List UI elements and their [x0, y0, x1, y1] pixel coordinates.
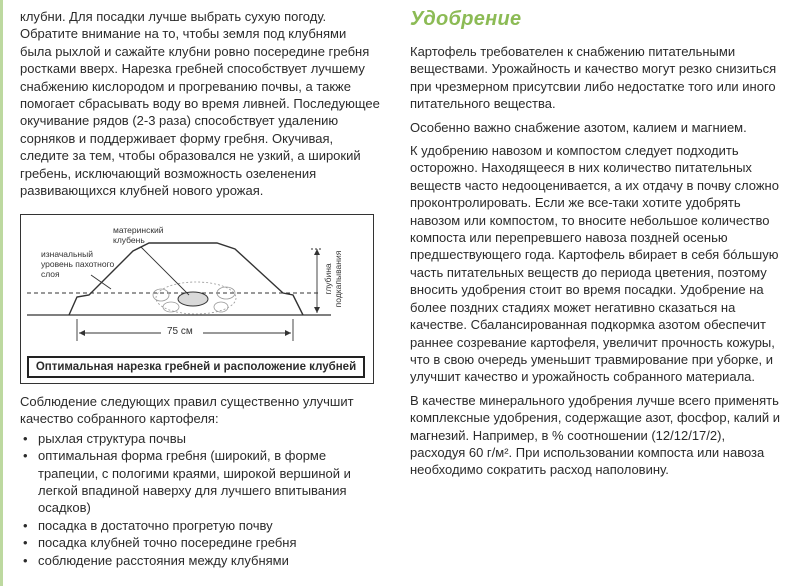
depth-label: глубина подкапывания — [323, 250, 343, 308]
right-column — [410, 8, 782, 479]
page-edge-bar — [0, 0, 3, 586]
bullet-icon: • — [23, 517, 28, 533]
intro-paragraph: клубни. Для посадки лучше выбрать сухую погоду. Обратите внимание на то, чтобы земля под клубнями была рыхлой и сажайте клубни ровно посередине гребня ростками вверх. Нарезка гребней способствует лучшему снабжению кислородом и прогреванию почвы, а также помогает сбрасывать воду во время ливней. Последующее окучивание рядов (2-3 раза) способствует удалению сорняков и поддерживает форму гребня. Окучивая, следите за тем, чтобы образовался не узкий, а широкий гребень, исключающий возможность озеленения развивающихся клубней нового урожая. — [20, 9, 380, 199]
mother-tuber-pointer — [141, 247, 189, 295]
paragraph: Картофель требователен к снабжению питательными веществами. Урожайность и качество могут резко снизиться при чрезмерном присутсвии либо недостатке того или иного питательного вещества. — [410, 44, 777, 112]
bullet-icon: • — [23, 535, 28, 551]
bullet-icon: • — [23, 430, 28, 446]
mother-tuber-label: материнский клубень — [113, 225, 164, 245]
list-item: • рыхлая структура почвы — [23, 430, 186, 446]
ridge-diagram — [20, 214, 374, 384]
list-item: • посадка в достаточно прогретую почву — [23, 517, 273, 533]
tuber-small — [163, 302, 179, 312]
figure-caption: Оптимальная нарезка гребней и расположение клубней — [27, 356, 365, 378]
ridge-diagram-drawing — [21, 215, 373, 355]
list-item: • оптимальная форма гребня (широкий, в форме трапеции, с пологими краями, широкой вершиной и легкой впадиной наверху для лучшего впитывания осадков) — [23, 448, 351, 516]
paragraph: Особенно важно снабжение азотом, калием и магнием. — [410, 119, 747, 135]
paragraph: К удобрению навозом и компостом следует подходить осторожно. Находящееся в них количество питательных веществ часто недооценивается, а их отдачу в почву сложно проконтролировать. Если же все-таки хотите удобрять навозом или компостом, то вносите небольшое количество компоста или перепревшего навоза поздней осенью предшествующего года. Картофель вбирает в себя бóльшую часть питательных веществ до периода цветения, поэтому вносить удобрения стоит во время посадки. Удобрение на более поздних стадиях может негативно сказаться на качестве. Сбалансированная подкормка азотом обеспечит раннее созревание картофеля, увеличит прочность кожуры, что в свою очередь уменьшит травмирование при уборке, и улучшит качество и урожайность собранного материала. — [410, 143, 779, 385]
left-column — [20, 8, 380, 199]
tuber-small — [153, 289, 169, 301]
list-item: • посадка клубней точно посередине гребня — [23, 535, 297, 551]
section-title: Удобрение — [410, 8, 522, 30]
list-item: • соблюдение расстояния между клубнями — [23, 552, 289, 568]
rules-list — [20, 430, 380, 569]
bullet-icon: • — [23, 552, 28, 568]
mother-tuber — [178, 292, 208, 306]
rules-section — [20, 393, 380, 569]
width-label: 75 см — [167, 326, 193, 337]
rules-intro: Соблюдение следующих правил существенно улучшит качество собранного картофеля: — [20, 394, 354, 427]
paragraph: В качестве минерального удобрения лучше всего применять комплексные удобрения, содержащие азот, фосфор, калий и магнезий. Например, в % соотношении (12/12/17/2), расходуя 60 г/м². При использовании компоста или навоза необходимо сократить расход наполовину. — [410, 392, 780, 478]
original-level-label: изначальный уровень пахотного слоя — [41, 249, 115, 279]
bullet-icon: • — [23, 448, 28, 464]
